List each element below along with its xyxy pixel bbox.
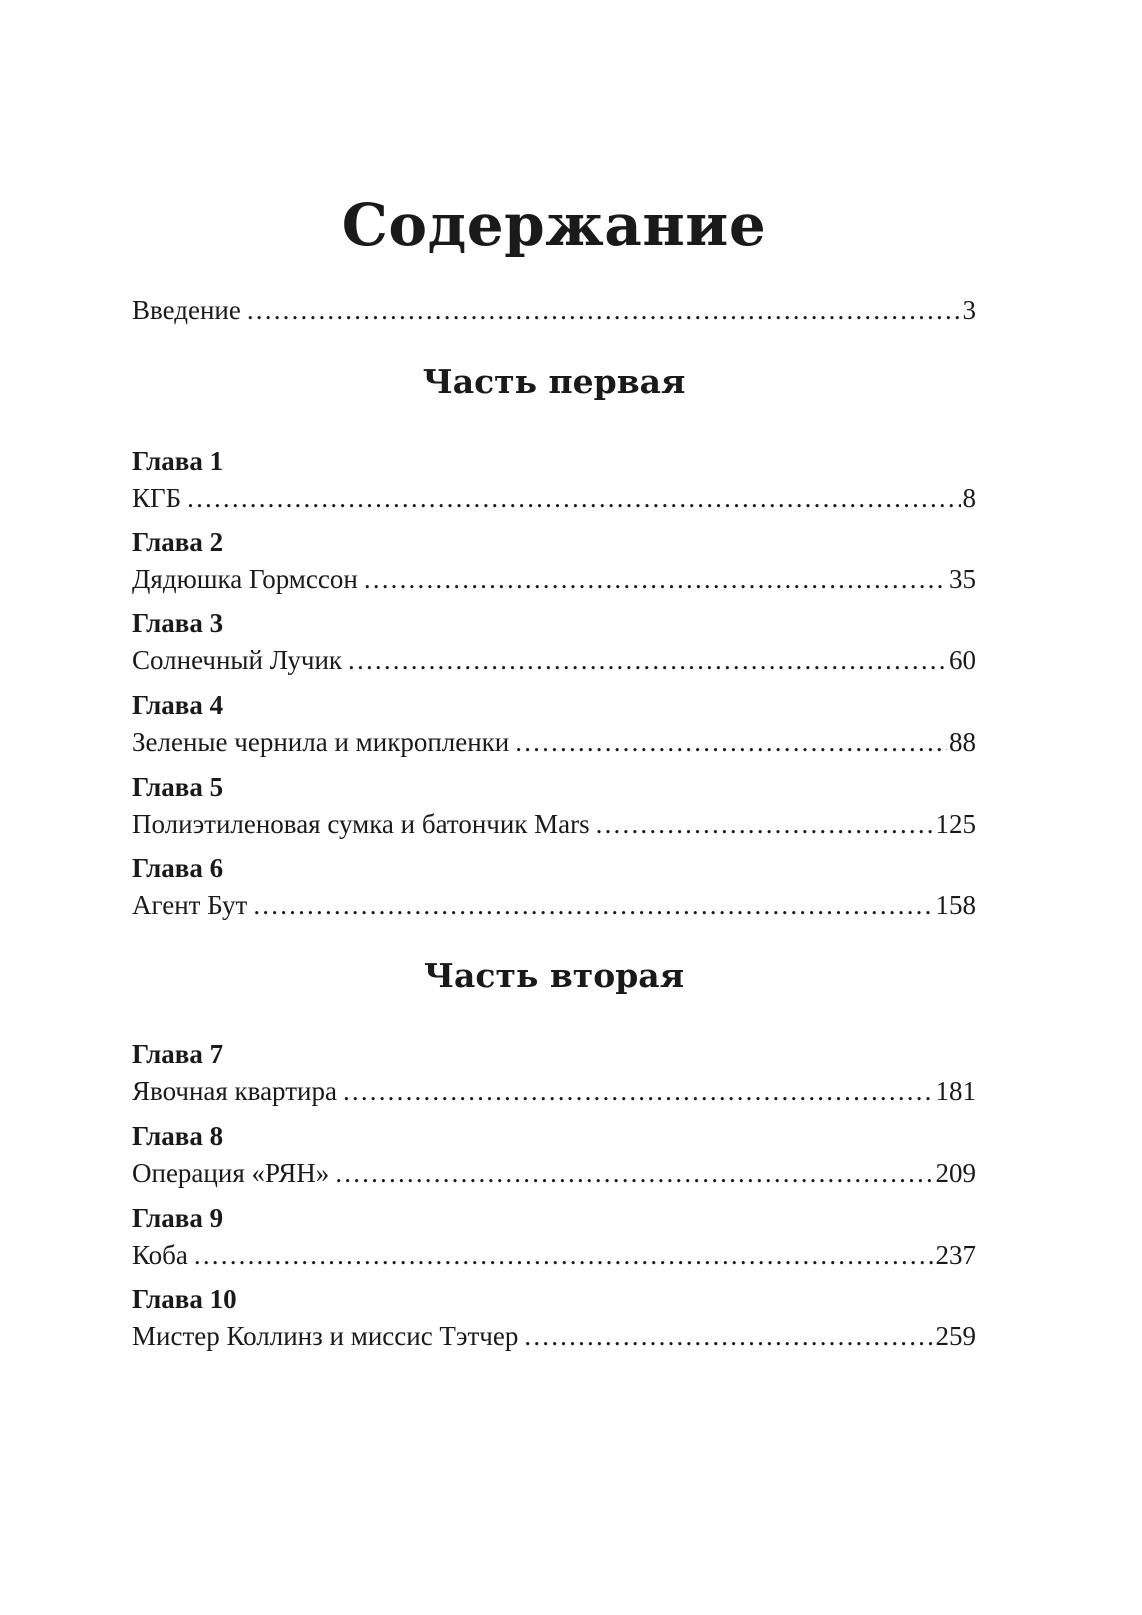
entry-title: Операция «РЯН» (132, 1158, 330, 1188)
chapter-label: Глава 9 (132, 1203, 224, 1233)
toc-entry[interactable] (132, 480, 976, 516)
entry-page-number: 158 (935, 890, 976, 920)
toc-entry[interactable] (132, 642, 976, 678)
chapter-label: Глава 7 (132, 1039, 224, 1069)
entry-title: Введение (132, 295, 241, 325)
dot-leader (253, 887, 933, 923)
dot-leader (335, 1155, 933, 1191)
entry-title: Дядюшка Гормссон (132, 564, 358, 594)
dot-leader (194, 1237, 934, 1273)
toc-entry[interactable] (132, 1237, 976, 1273)
entry-page-number: 209 (935, 1158, 976, 1188)
dot-leader (596, 806, 934, 842)
entry-title: Солнечный Лучик (132, 645, 343, 675)
chapter-label: Глава 3 (132, 608, 224, 638)
toc-entry[interactable] (132, 1155, 976, 1191)
entry-title: Явочная квартира (132, 1076, 337, 1106)
entry-page-number: 237 (935, 1240, 976, 1270)
toc-entry[interactable] (132, 561, 976, 597)
toc-entry[interactable] (132, 806, 976, 842)
dot-leader (187, 480, 960, 516)
dot-leader (343, 1073, 934, 1109)
dot-leader (364, 561, 947, 597)
chapter-label: Глава 5 (132, 772, 224, 802)
page-title: Содержание (341, 191, 767, 259)
entry-page-number: 259 (935, 1321, 976, 1351)
dot-leader (515, 724, 947, 760)
dot-leader (348, 642, 947, 678)
entry-page-number: 88 (949, 727, 976, 757)
entry-title: Зеленые чернила и микропленки (132, 727, 510, 757)
entry-title: Агент Бут (132, 890, 248, 920)
entry-page-number: 3 (962, 295, 976, 325)
toc-entry[interactable] (132, 724, 976, 760)
entry-title: Полиэтиленовая сумка и батончик Mars (132, 809, 590, 839)
chapter-label: Глава 1 (132, 446, 224, 476)
entry-page-number: 60 (949, 645, 976, 675)
chapter-label: Глава 8 (132, 1121, 224, 1151)
entry-page-number: 181 (935, 1076, 976, 1106)
dot-leader (524, 1318, 933, 1354)
dot-leader (247, 292, 961, 328)
toc-entry[interactable] (132, 1318, 976, 1354)
entry-page-number: 125 (935, 809, 976, 839)
part-title-2: Часть вторая (423, 956, 685, 995)
entry-title: Мистер Коллинз и миссис Тэтчер (132, 1321, 519, 1351)
chapter-label: Глава 4 (132, 690, 224, 720)
toc-entry-intro[interactable] (132, 292, 976, 328)
toc-entry[interactable] (132, 1073, 976, 1109)
chapter-label: Глава 10 (132, 1284, 237, 1314)
chapter-label: Глава 2 (132, 527, 224, 557)
entry-title: Коба (132, 1240, 188, 1270)
chapter-label: Глава 6 (132, 853, 224, 883)
part-title-1: Часть первая (422, 362, 686, 401)
entry-page-number: 8 (962, 483, 976, 513)
entry-title: КГБ (132, 483, 182, 513)
toc-entry[interactable] (132, 887, 976, 923)
entry-page-number: 35 (949, 564, 976, 594)
